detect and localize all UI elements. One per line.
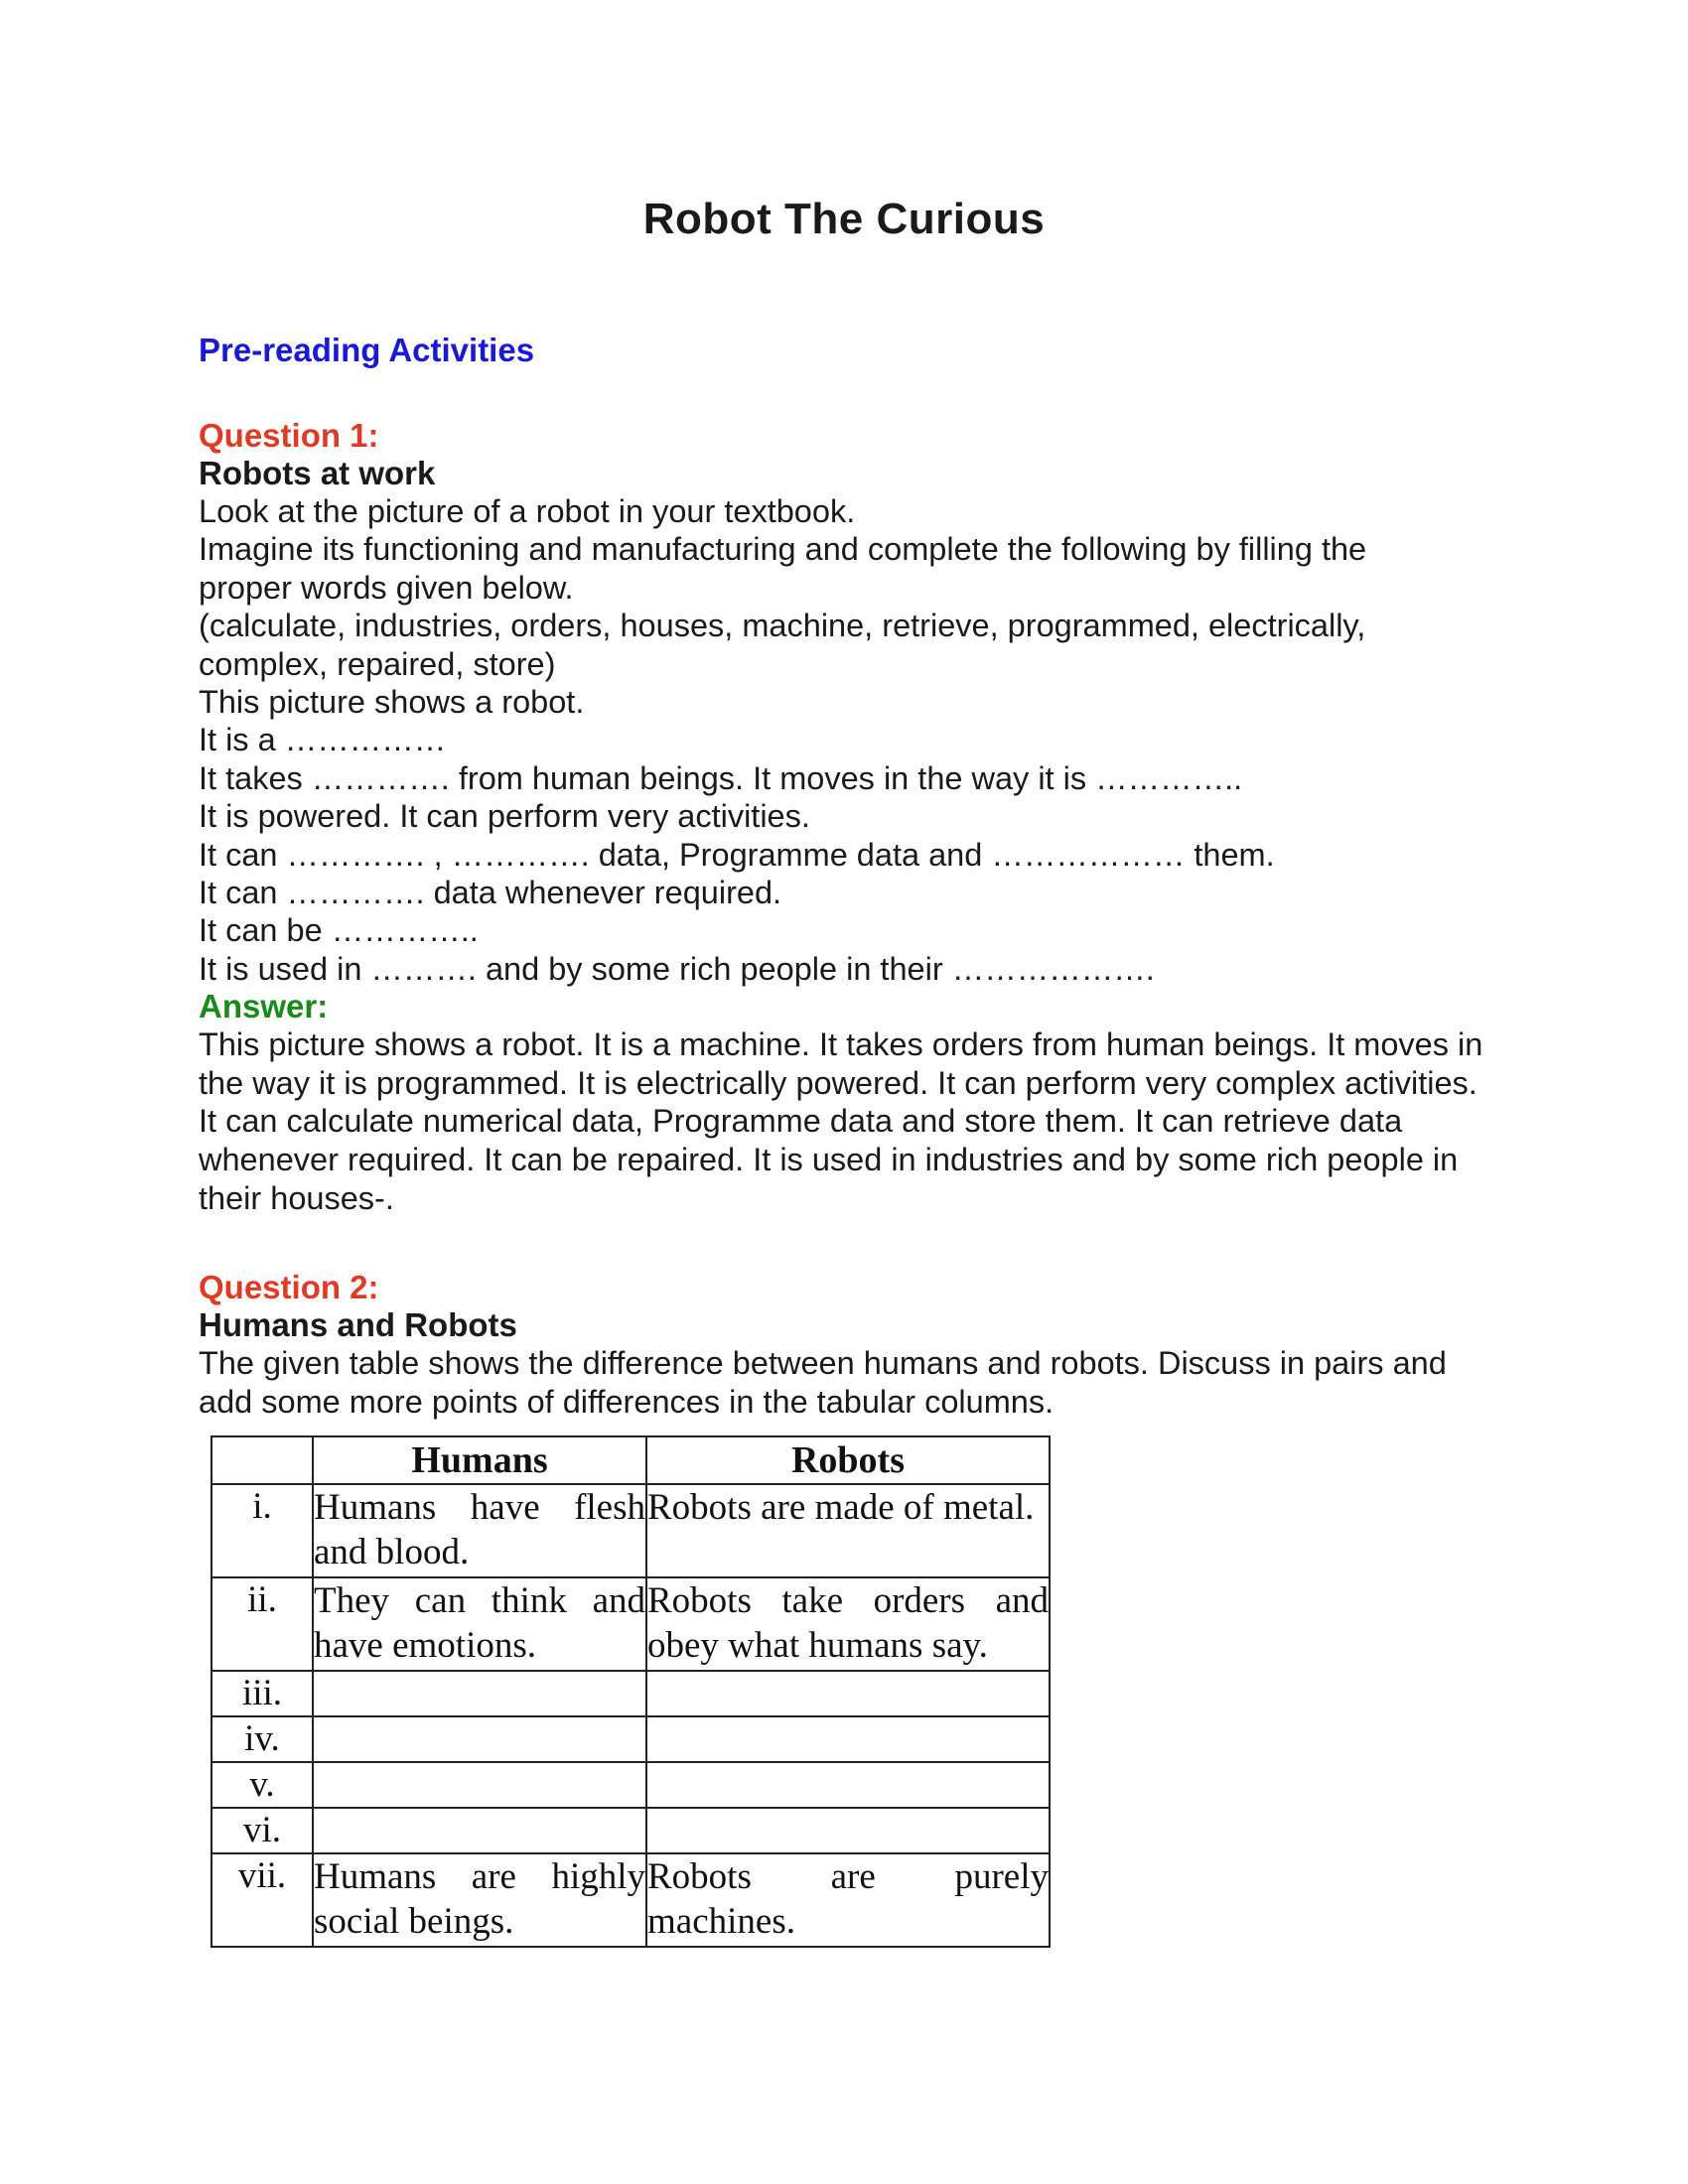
question-1-label: Question 1: bbox=[199, 417, 379, 454]
worksheet-body bbox=[199, 326, 1489, 1421]
header-number bbox=[211, 1436, 313, 1484]
question-1 bbox=[199, 417, 1489, 1217]
robots-cell bbox=[646, 1808, 1050, 1853]
row-number: vii. bbox=[211, 1853, 313, 1947]
fill-in-line: This picture shows a robot. bbox=[199, 684, 585, 721]
question-2-intro: The given table shows the difference between humans and robots. Discuss in pairs and add some more points of differences in the tabular columns. bbox=[199, 1345, 1447, 1420]
fill-in-line: It is a …………… bbox=[199, 722, 447, 758]
humans-cell bbox=[313, 1762, 646, 1808]
robots-cell: Robots take orders and obey what humans say. bbox=[646, 1577, 1050, 1671]
humans-cell bbox=[313, 1671, 646, 1716]
header-robots: Robots bbox=[646, 1436, 1050, 1484]
question-1-subtitle: Robots at work bbox=[199, 455, 436, 491]
row-number: ii. bbox=[211, 1577, 313, 1671]
humans-cell: Humans have flesh and blood. bbox=[313, 1484, 646, 1577]
section-heading: Pre-reading Activities bbox=[199, 332, 535, 368]
table-row bbox=[211, 1853, 1050, 1947]
answer-text: This picture shows a robot. It is a machine. It takes orders from human beings. It moves in the way it is programmed. It is electrically powered. It can perform very complex activities. It can calculate numerical data, Programme data and store them. It can retrieve data whenever required. It can be repaired. It is used in industries and by some rich people in their houses-. bbox=[199, 1026, 1483, 1216]
row-number: iv. bbox=[211, 1716, 313, 1762]
fill-in-line: It is powered. It can perform very activities. bbox=[199, 798, 810, 835]
humans-cell: Humans are highly social beings. bbox=[313, 1853, 646, 1947]
table-row bbox=[211, 1716, 1050, 1762]
question-2-label: Question 2: bbox=[199, 1269, 379, 1306]
robots-cell bbox=[646, 1762, 1050, 1808]
humans-cell bbox=[313, 1808, 646, 1853]
robots-cell: Robots are made of metal. bbox=[646, 1484, 1050, 1577]
row-number: v. bbox=[211, 1762, 313, 1808]
humans-cell bbox=[313, 1716, 646, 1762]
fill-in-line: It can be ………….. bbox=[199, 912, 479, 949]
instruction-line: Look at the picture of a robot in your textbook. bbox=[199, 493, 856, 529]
instruction-line: Imagine its functioning and manufacturing and complete the following by filling the bbox=[199, 531, 1367, 568]
robots-cell bbox=[646, 1716, 1050, 1762]
row-number: iii. bbox=[211, 1671, 313, 1716]
table-header-row bbox=[211, 1436, 1050, 1484]
fill-in-line: It can …………. , …………. data, Programme data and ……………… them. bbox=[199, 836, 1275, 873]
table-row bbox=[211, 1762, 1050, 1808]
table-row bbox=[211, 1808, 1050, 1853]
instruction-line: proper words given below. bbox=[199, 569, 574, 606]
question-2 bbox=[199, 1269, 1489, 1421]
word-bank-line: complex, repaired, store) bbox=[199, 645, 556, 682]
table-row bbox=[211, 1484, 1050, 1577]
humans-cell: They can think and have emotions. bbox=[313, 1577, 646, 1671]
word-bank-line: (calculate, industries, orders, houses, machine, retrieve, programmed, electrically, bbox=[199, 608, 1366, 644]
page-title: Robot The Curious bbox=[642, 195, 1046, 243]
humans-robots-table bbox=[211, 1435, 1051, 1948]
table-row bbox=[211, 1577, 1050, 1671]
row-number: vi. bbox=[211, 1808, 313, 1853]
answer-label: Answer: bbox=[199, 988, 329, 1025]
humans-robots-table-wrap bbox=[211, 1435, 1051, 1948]
row-number: i. bbox=[211, 1484, 313, 1577]
question-2-subtitle: Humans and Robots bbox=[199, 1306, 517, 1344]
header-humans: Humans bbox=[313, 1436, 646, 1484]
fill-in-line: It is used in ………. and by some rich people in their ………………. bbox=[199, 950, 1155, 987]
fill-in-line: It takes …………. from human beings. It moves in the way it is ………….. bbox=[199, 759, 1243, 796]
table-row bbox=[211, 1671, 1050, 1716]
robots-cell: Robots are purely machines. bbox=[646, 1853, 1050, 1947]
robots-cell bbox=[646, 1671, 1050, 1716]
fill-in-line: It can …………. data whenever required. bbox=[199, 875, 782, 911]
